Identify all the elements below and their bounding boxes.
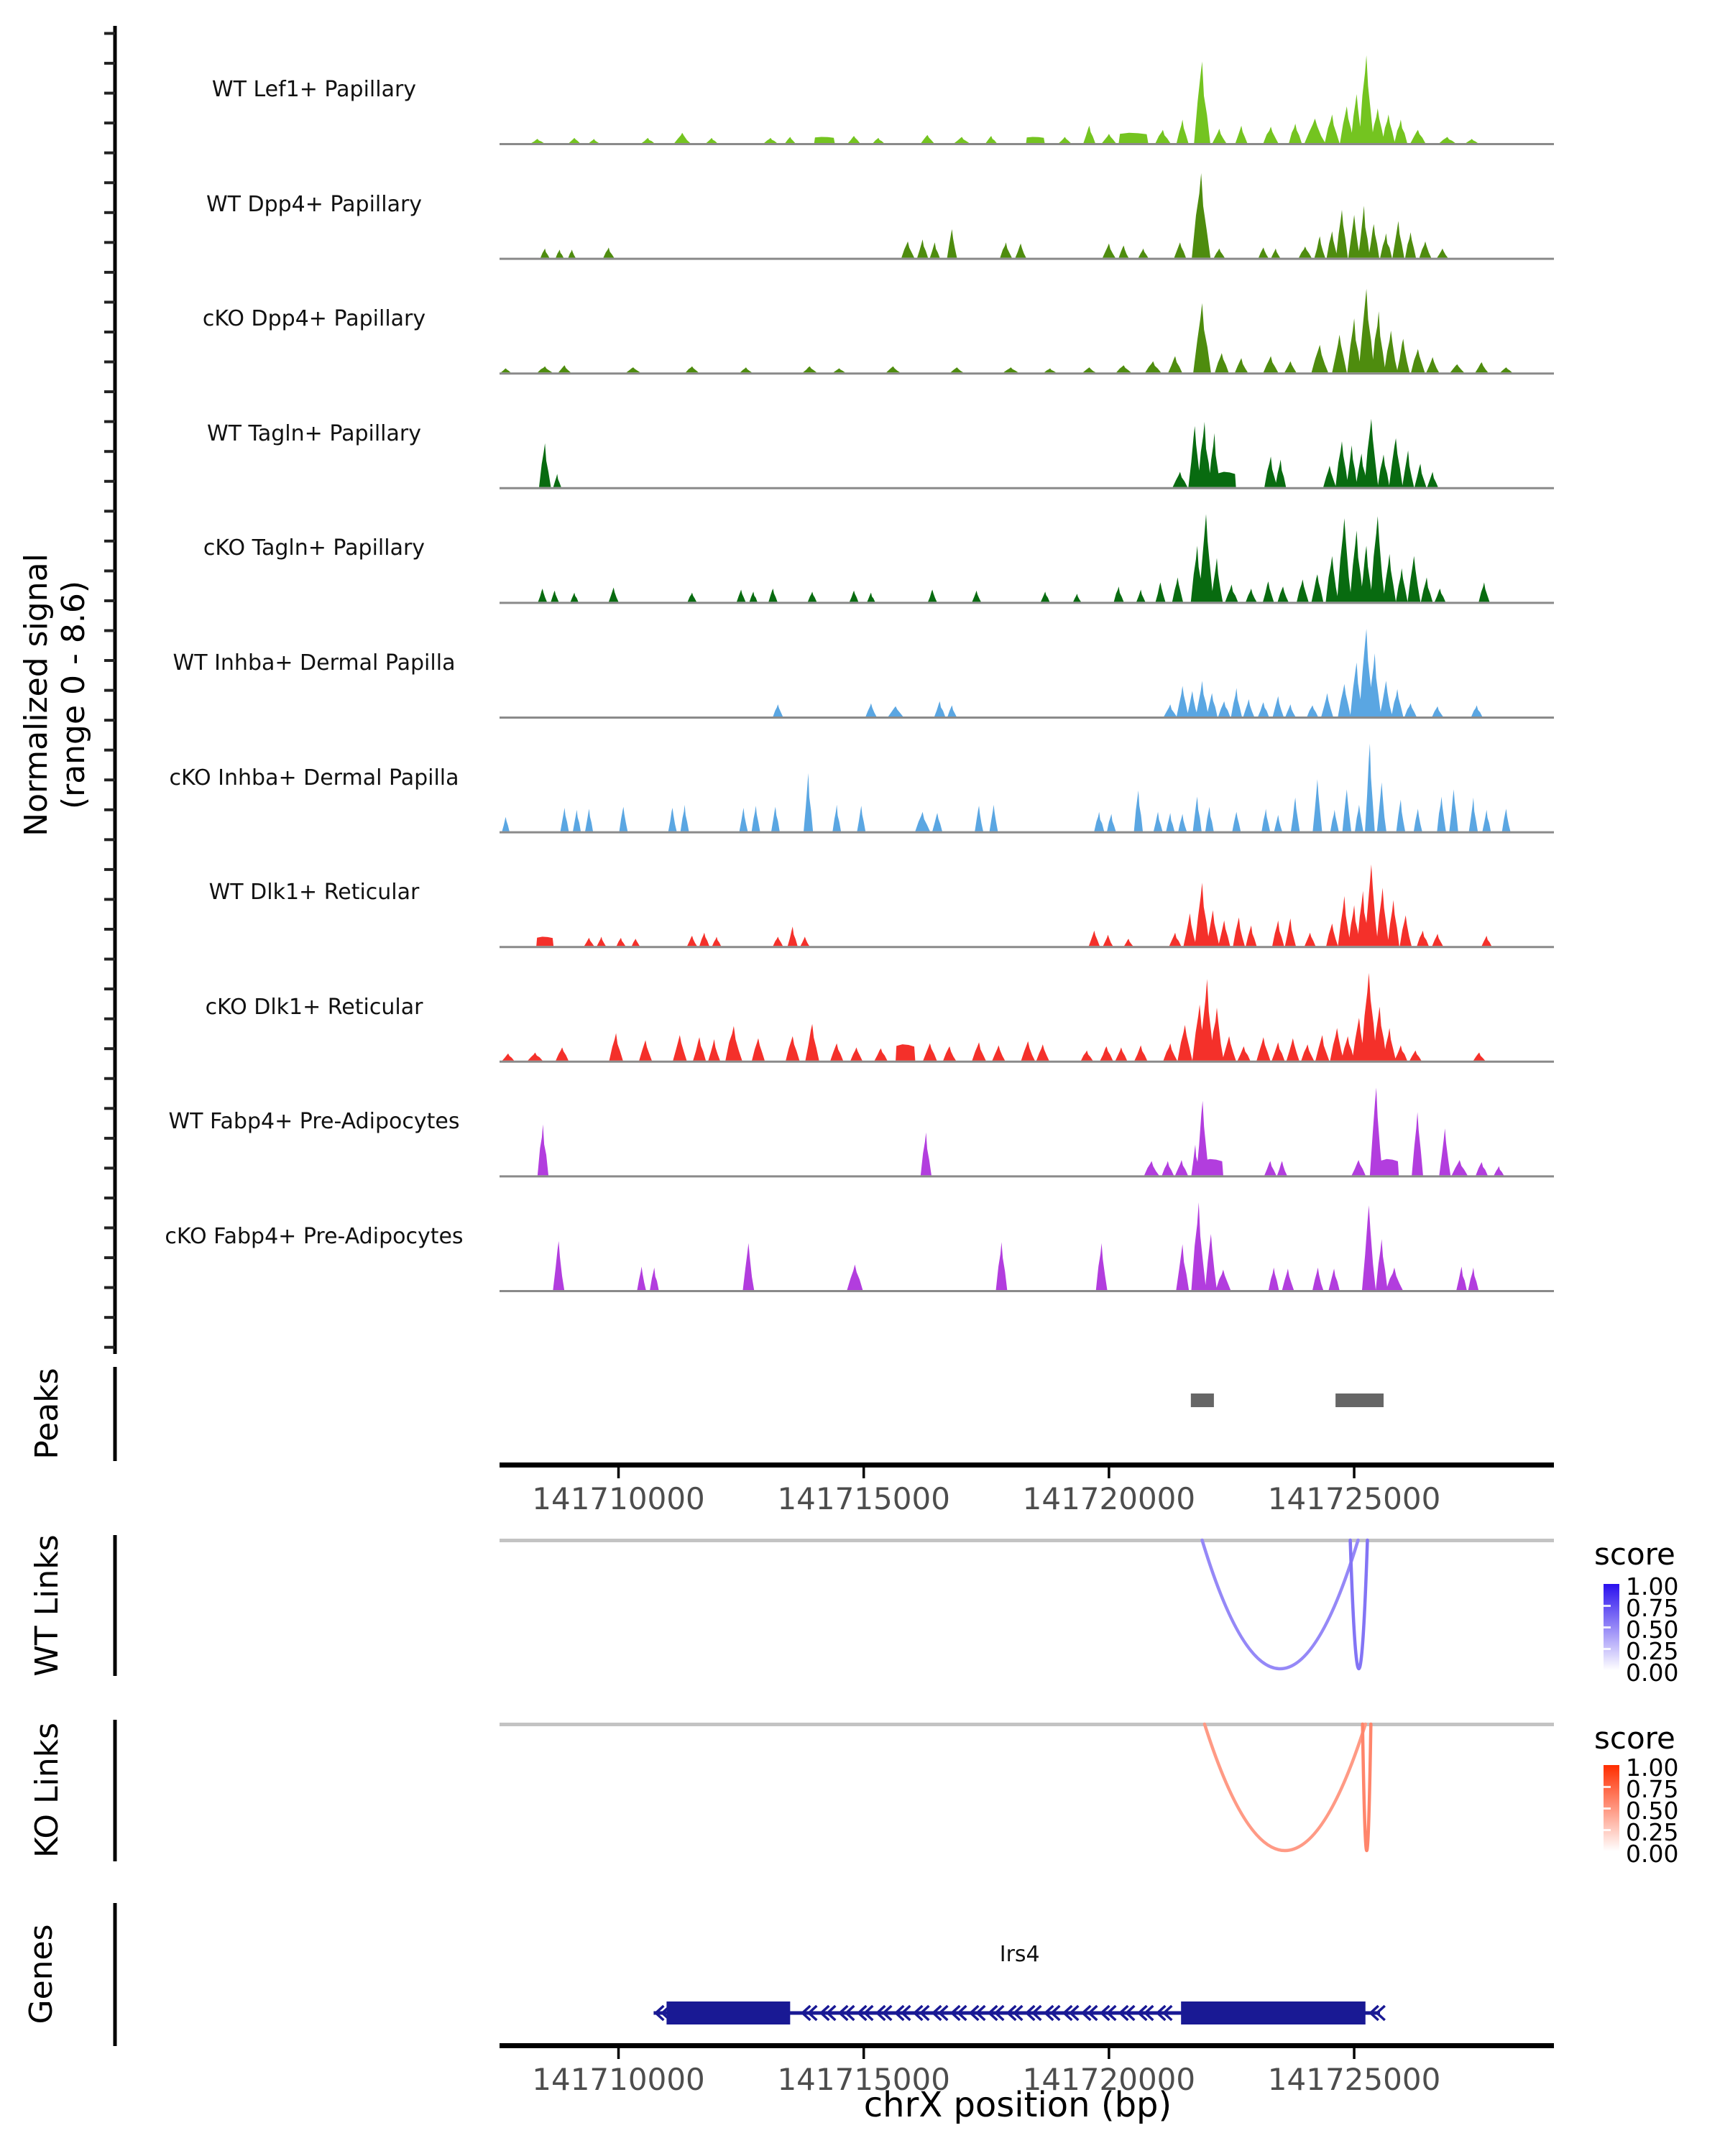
ko-legend-bar-label-3: 0.25 [1626,1818,1679,1846]
ko-legend-bar-label-2: 0.50 [1626,1797,1679,1825]
coverage-area-3 [539,419,1438,487]
ko-legend-bar-dash-2 [1604,1807,1611,1810]
ko-legend-bar-label-0: 1.00 [1626,1754,1679,1782]
coverage-area-0 [531,55,1478,143]
wt-legend-bar-label-3: 0.25 [1626,1637,1679,1665]
wt-link-arc-0 [1202,1540,1358,1669]
gene-exon-1 [1181,2001,1366,2024]
wt-legend-bar-label-4: 0.00 [1626,1659,1679,1687]
genome-axis-tick-label-3: 141725000 [1267,2062,1441,2097]
coverage-area-4 [538,514,1490,602]
section-label-peaks: Peaks [29,1368,65,1460]
track-label-1: WT Dpp4+ Papillary [206,191,423,217]
strand-arrow-icon [1377,2006,1385,2020]
wt-legend-bar-label-1: 0.75 [1626,1594,1679,1622]
coverage-area-6 [502,744,1511,831]
wt-legend-bar-label-0: 1.00 [1626,1572,1679,1600]
genome-axis-tick-label-0: 141710000 [532,2062,705,2097]
ko-legend-bar-dash-3 [1604,1829,1611,1831]
wt-legend-title: score [1594,1537,1675,1572]
coverage-area-10 [553,1202,1478,1290]
wt-legend-bar-dash-2 [1604,1626,1611,1628]
ko-link-arc-1 [1363,1724,1371,1851]
track-label-4: cKO Tagln+ Papillary [203,535,426,561]
track-label-9: WT Fabp4+ Pre-Adipocytes [168,1109,460,1135]
peaks-axis-line [500,1462,1554,1468]
section-label-ko-links: KO Links [29,1722,65,1858]
y-axis-title-line2: (range 0 - 8.6) [55,580,92,810]
wt-link-top-line [500,1539,1554,1542]
gene-name-label: Irs4 [999,1942,1040,1967]
section-label-wt-links: WT Links [29,1534,65,1677]
ko-legend-bar-label-4: 0.00 [1626,1840,1679,1868]
x-axis-title: chrX position (bp) [863,2085,1172,2125]
ko-link-top-line [500,1723,1554,1726]
track-label-2: cKO Dpp4+ Papillary [202,306,426,332]
wt-legend-bar-dash-1 [1604,1605,1611,1607]
track-label-7: WT Dlk1+ Reticular [208,880,420,906]
peak-interval-1 [1335,1393,1384,1407]
genome-axis-tick-label-2: 141720000 [1022,2062,1196,2097]
peaks-axis-tick-label-0: 141710000 [532,1481,705,1516]
track-label-3: WT Tagln+ Papillary [207,420,421,446]
y-axis-title [18,458,97,932]
ko-legend-bar-dash-1 [1604,1786,1611,1788]
gene-exon-0 [666,2001,790,2024]
track-label-6: cKO Inhba+ Dermal Papilla [169,765,459,791]
peaks-axis-tick-label-2: 141720000 [1022,1481,1196,1516]
y-axis-title-line1: Normalized signal [18,553,55,837]
peaks-axis-tick-label-3: 141725000 [1267,1481,1441,1516]
ko-legend-title: score [1594,1720,1675,1756]
peak-interval-0 [1191,1393,1214,1407]
genome-axis-tick-label-1: 141715000 [777,2062,950,2097]
ko-legend-bar-label-1: 0.75 [1626,1775,1679,1803]
ko-link-arc-0 [1205,1724,1366,1851]
track-label-8: cKO Dlk1+ Reticular [205,994,423,1020]
coverage-area-8 [502,973,1485,1061]
coverage-area-9 [538,1087,1504,1175]
track-label-5: WT Inhba+ Dermal Papilla [172,650,456,676]
genome-axis-line [500,2043,1554,2048]
coverage-area-1 [540,173,1448,258]
section-label-genes: Genes [23,1924,60,2024]
peaks-axis-tick-label-1: 141715000 [777,1481,950,1516]
coverage-area-2 [501,289,1512,372]
track-label-0: WT Lef1+ Papillary [211,77,417,102]
coverage-area-5 [773,629,1483,717]
coverage-area-7 [536,865,1491,946]
wt-legend-bar-label-2: 0.50 [1626,1616,1679,1644]
wt-legend-bar-dash-3 [1604,1648,1611,1650]
track-label-10: cKO Fabp4+ Pre-Adipocytes [165,1224,464,1249]
